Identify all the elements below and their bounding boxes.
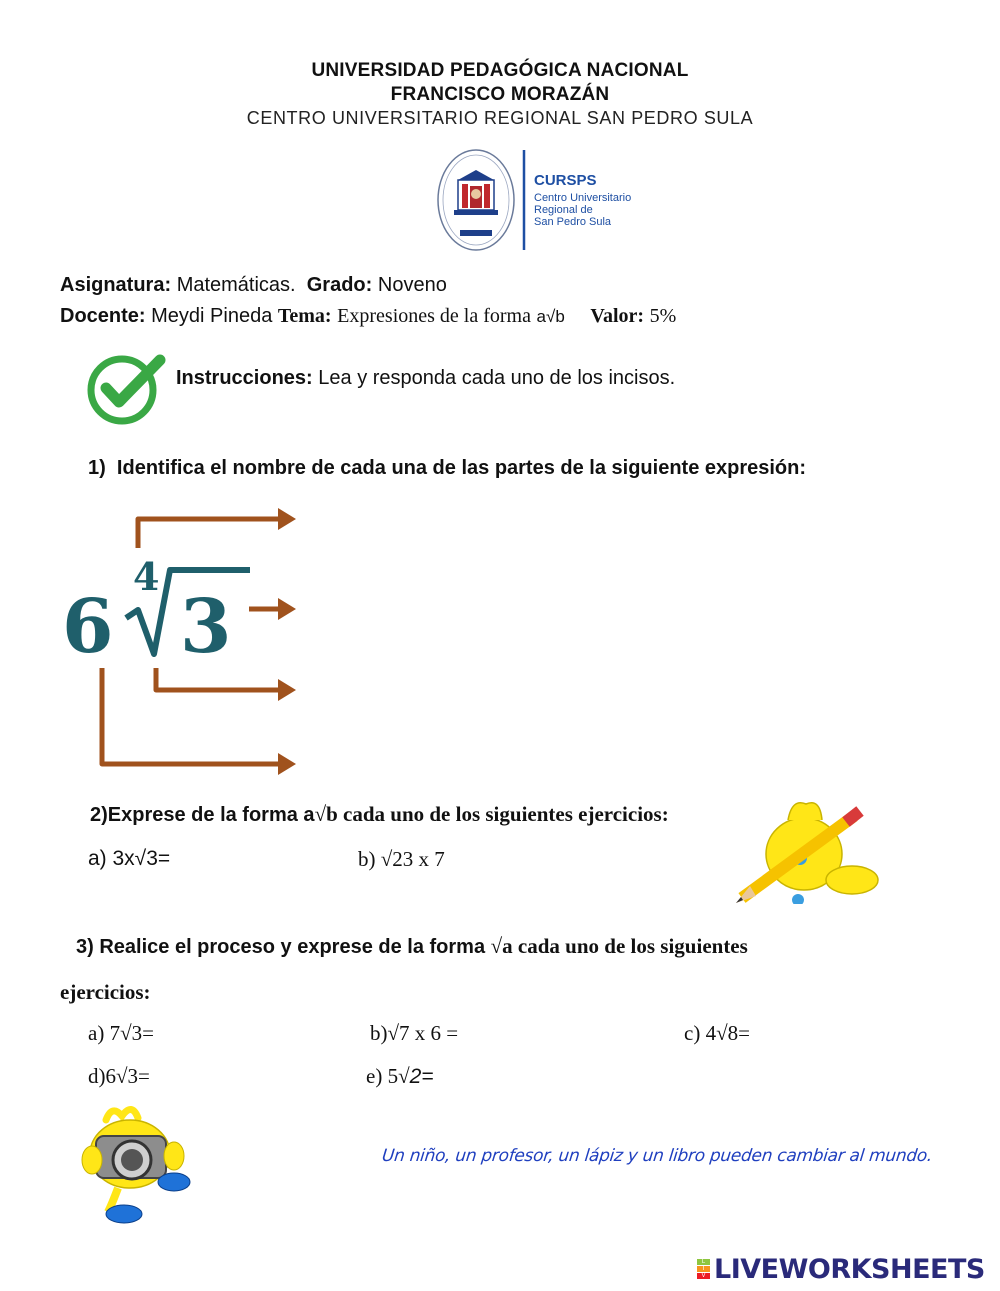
exercise-3d: d)6√3= [88, 1064, 150, 1088]
brand-subtitle-line: Centro Universitario [534, 192, 632, 204]
motivational-quote: Un niño, un profesor, un lápiz y un libro pueden cambiar al mundo. [380, 1146, 934, 1166]
expression-index: 4 [133, 554, 160, 599]
liveworksheets-logo-icon: L I V [697, 1259, 710, 1285]
question-2 [90, 802, 669, 827]
brand-subtitle-line: San Pedro Sula [534, 216, 612, 228]
docente-label: Docente: [60, 305, 146, 327]
arrow-head-icon [278, 508, 296, 530]
grado-label: Grado: [306, 274, 373, 296]
pencil-mascot-icon [736, 796, 882, 904]
teacher-line [60, 305, 676, 328]
asignatura-value: Matemáticas. [176, 274, 296, 296]
asignatura-label: Asignatura: [60, 274, 172, 296]
exercise-3e [366, 1064, 434, 1089]
docente-value: Meydi Pineda [151, 305, 273, 327]
instructions [176, 367, 675, 390]
exercise-3e-prefix: e) 5√ [366, 1064, 410, 1088]
brand-name: CURSPS [534, 172, 597, 189]
question-3-formula: √a cada uno de los siguientes [490, 934, 748, 958]
checkmark-icon [86, 352, 170, 426]
valor-label: Valor: [590, 305, 645, 327]
exercise-3e-suffix: 2= [409, 1065, 434, 1088]
liveworksheets-watermark [697, 1256, 995, 1288]
tema-value: Expresiones de la forma [337, 305, 531, 327]
university-logo [436, 148, 666, 252]
arrow-head-icon [278, 598, 296, 620]
question-1-number: 1) [88, 457, 106, 479]
question-3-text: 3) Realice el proceso y exprese de la forma [76, 936, 486, 958]
exercise-3a: a) 7√3= [88, 1021, 154, 1045]
university-name: UNIVERSIDAD PEDAGÓGICA NACIONAL [311, 60, 689, 81]
instructions-text: Lea y responda cada uno de los incisos. [318, 367, 676, 389]
question-3 [76, 934, 748, 959]
expression-coefficient: 6 [62, 584, 114, 670]
arrow-head-icon [278, 679, 296, 701]
exercise-2a: a) 3x√3= [88, 847, 171, 870]
brand-subtitle [534, 192, 631, 228]
liveworksheets-text: LIVEWORKSHEETS [714, 1254, 985, 1285]
camera-mascot-icon [78, 1104, 194, 1226]
question-2-suffix: √b cada uno de los siguientes ejercicios: [314, 802, 669, 826]
instructions-label: Instrucciones: [176, 367, 313, 389]
expression-radicand: 3 [180, 584, 232, 670]
question-1 [88, 457, 806, 480]
grado-value: Noveno [377, 274, 447, 296]
tema-label: Tema: [277, 305, 332, 327]
valor-value: 5% [649, 305, 677, 327]
campus-name: CENTRO UNIVERSITARIO REGIONAL SAN PEDRO SULA [246, 108, 754, 128]
exercise-3c: c) 4√8= [684, 1021, 750, 1045]
question-3-continuation: ejercicios: [60, 980, 151, 1004]
university-name-line2: FRANCISCO MORAZÁN [390, 84, 610, 105]
subject-line [60, 274, 447, 297]
tema-formula: a√b [536, 307, 565, 326]
exercise-3b: b)√7 x 6 = [370, 1021, 459, 1045]
radical-expression-diagram [56, 500, 306, 790]
brand-subtitle-line: Regional de [534, 204, 593, 216]
exercise-2b: b) √23 x 7 [358, 847, 445, 871]
question-1-text: Identifica el nombre de cada una de las partes de la siguiente expresión: [116, 457, 807, 479]
arrow-head-icon [278, 753, 296, 775]
question-2-prefix: 2)Exprese de la forma a [90, 804, 315, 826]
